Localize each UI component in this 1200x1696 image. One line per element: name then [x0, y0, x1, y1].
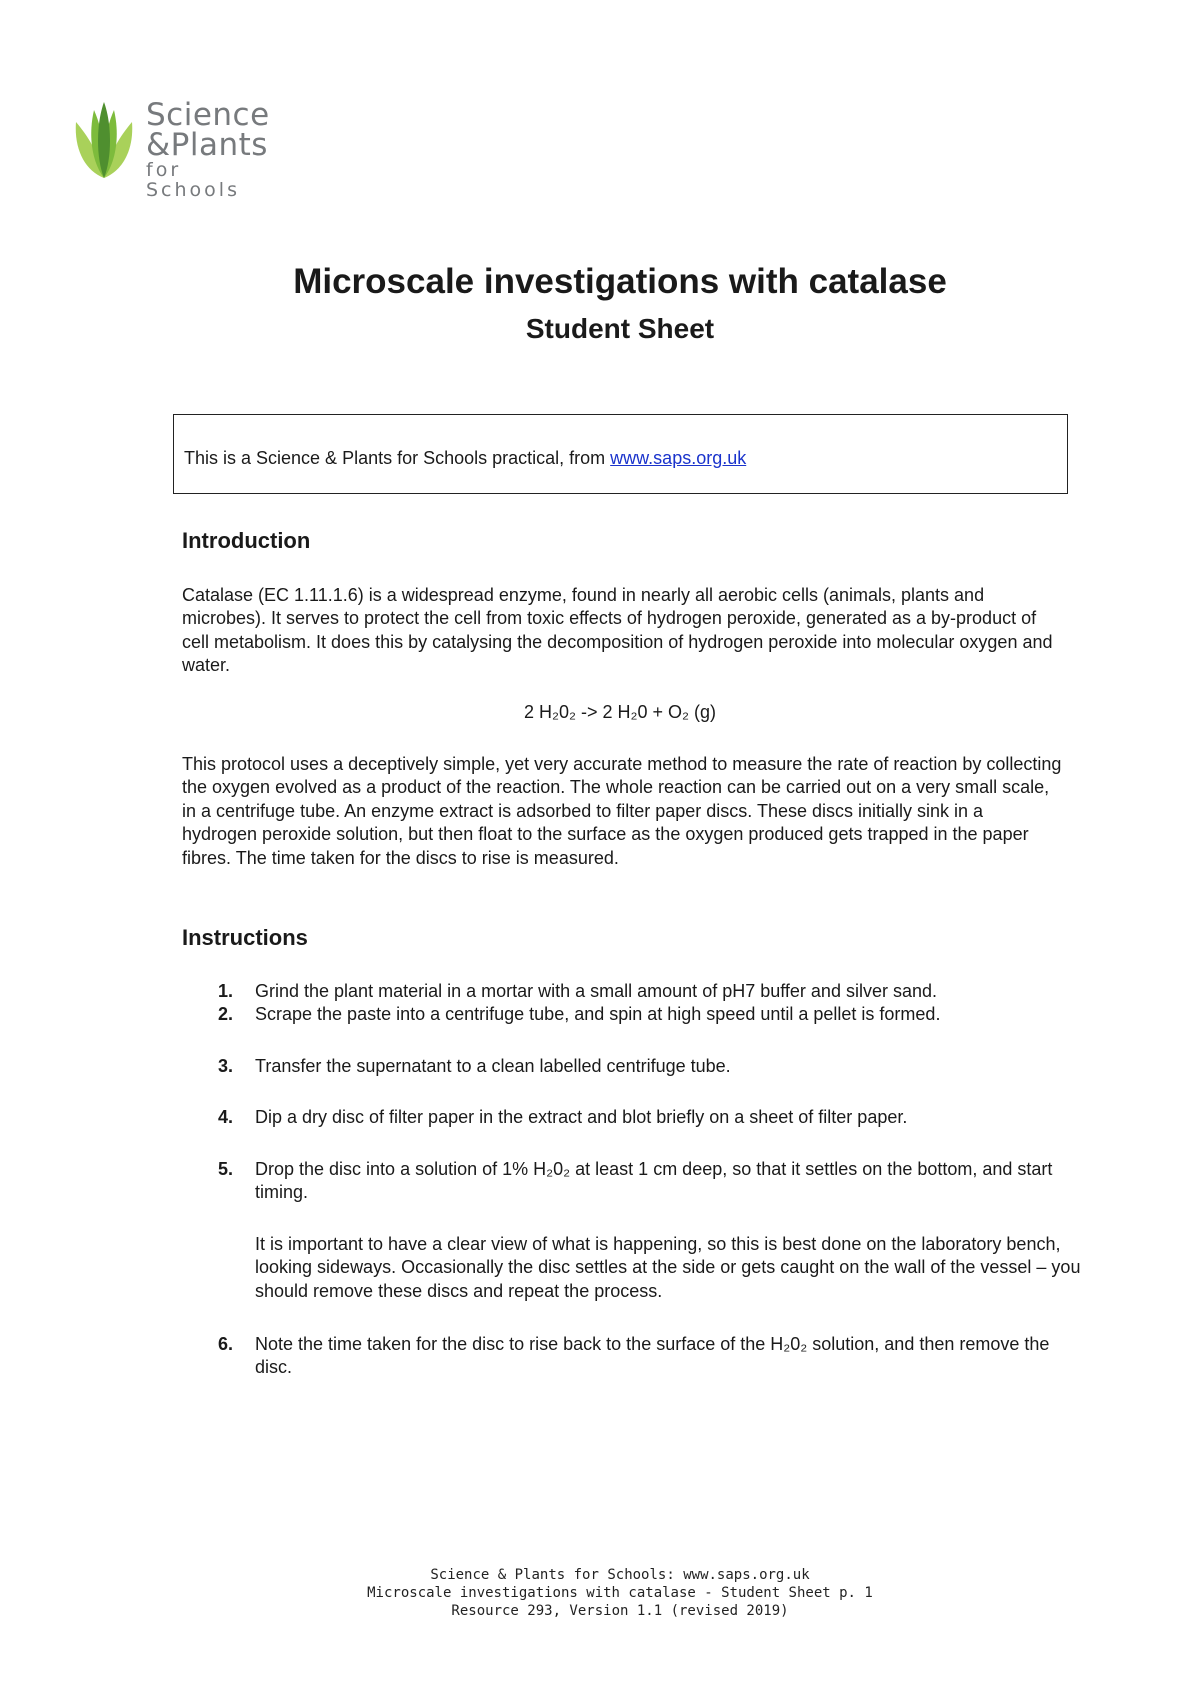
footer-line-3: Resource 293, Version 1.1 (revised 2019)	[451, 1603, 789, 1619]
footer-line-2: Microscale investigations with catalase - Student Sheet p. 1	[367, 1585, 873, 1601]
notice-box	[173, 414, 1068, 494]
logo-text-science: Science	[146, 97, 270, 133]
logo-text-for-schools: for Schools	[146, 159, 240, 201]
step-number: 4.	[218, 1107, 234, 1127]
reaction-equation: 2 H₂0₂ -> 2 H₂0 + O₂ (g)	[523, 702, 716, 722]
document-subtitle: Student Sheet	[525, 313, 715, 344]
document-title: Microscale investigations with catalase	[293, 262, 947, 301]
step-number: 1.	[218, 981, 234, 1001]
step-5-note: It is important to have a clear view of what is happening, so this is best done on the laboratory bench, looking sideways. Occasionally the disc settles at the side or gets caught on the wall of the vessel – you should remove these discs and repeat the process.	[255, 1234, 1081, 1301]
notice-label: This is a Science & Plants for Schools practical, from	[184, 448, 611, 468]
introduction-paragraph-1: Catalase (EC 1.11.1.6) is a widespread enzyme, found in nearly all aerobic cells (animals, plants and microbes). It serves to protect the cell from toxic effects of hydrogen peroxide, generated as a by-product of cell metabolism. It does this by catalysing the decomposition of hydrogen peroxide into molecular oxygen and water.	[182, 585, 1053, 676]
step-text: Grind the plant material in a mortar with a small amount of pH7 buffer and silver sand.	[255, 981, 937, 1001]
step-text: Scrape the paste into a centrifuge tube, and spin at high speed until a pellet is formed.	[255, 1004, 941, 1024]
step-number: 5.	[218, 1159, 234, 1179]
introduction-heading: Introduction	[182, 528, 311, 553]
step-number: 2.	[218, 1004, 234, 1024]
step-number: 6.	[218, 1334, 234, 1354]
step-number: 3.	[218, 1056, 234, 1076]
step-text: Transfer the supernatant to a clean labelled centrifuge tube.	[255, 1056, 731, 1076]
notice-text	[184, 448, 746, 469]
saps-logo	[72, 97, 282, 201]
leaf-logo-icon	[72, 100, 136, 180]
footer	[0, 1566, 1200, 1620]
footer-line-1: Science & Plants for Schools: www.saps.org.uk	[430, 1567, 810, 1583]
step-text: Dip a dry disc of filter paper in the extract and blot briefly on a sheet of filter paper.	[255, 1107, 908, 1127]
step-text: Drop the disc into a solution of 1% H₂0₂ at least 1 cm deep, so that it settles on the bottom, and start timing.	[255, 1159, 1053, 1203]
logo-text-plants: &Plants	[146, 127, 268, 163]
introduction-paragraph-2: This protocol uses a deceptively simple, yet very accurate method to measure the rate of reaction by collecting the oxygen evolved as a product of the reaction. The whole reaction can be carried out on a very small scale, in a centrifuge tube. An enzyme extract is adsorbed to filter paper discs. These discs initially sink in a hydrogen peroxide solution, but then float to the surface as the oxygen produced gets trapped in the paper fibres. The time taken for the discs to rise is measured.	[182, 754, 1062, 868]
instructions-heading: Instructions	[182, 925, 308, 950]
step-text: Note the time taken for the disc to rise back to the surface of the H₂0₂ solution, and then remove the disc.	[255, 1334, 1050, 1378]
saps-website-link[interactable]: www.saps.org.uk	[610, 448, 747, 468]
